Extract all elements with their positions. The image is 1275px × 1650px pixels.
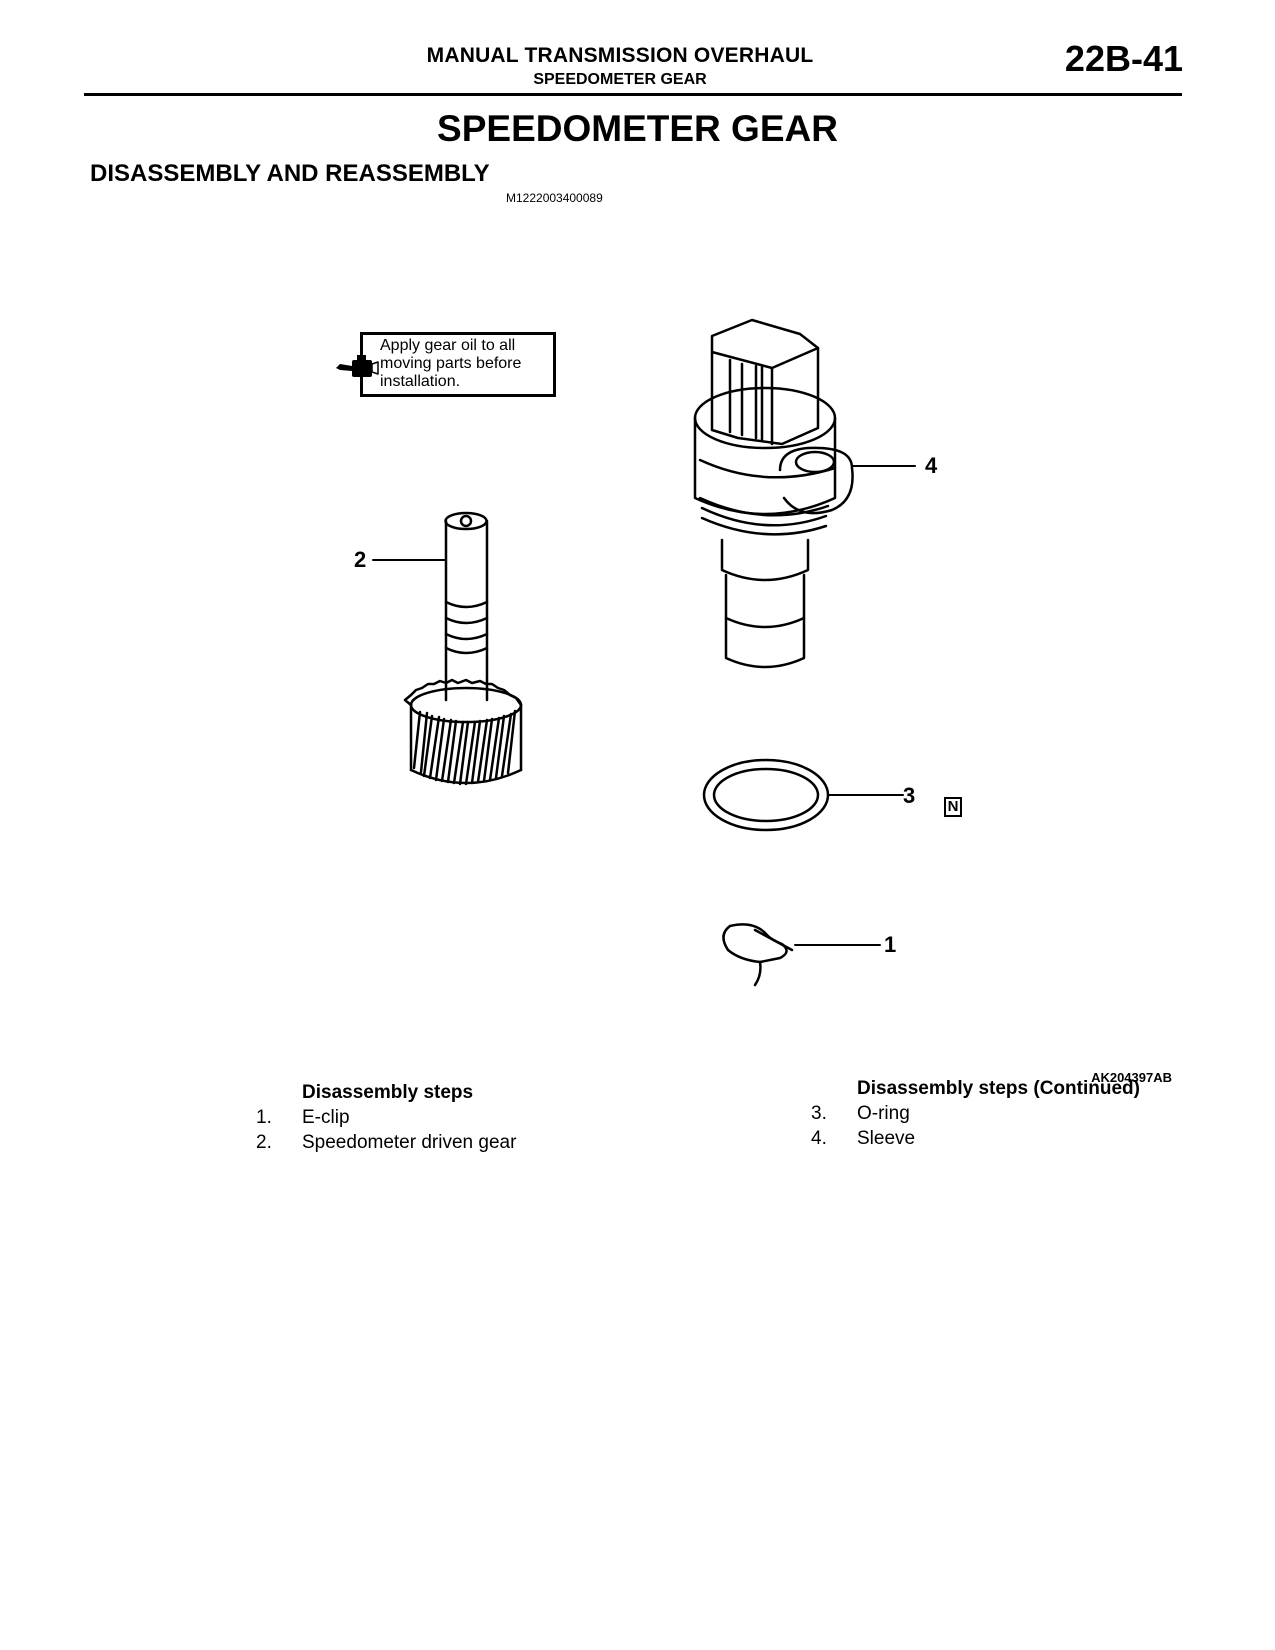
step-text: O-ring — [857, 1103, 910, 1124]
step-number: 1. — [256, 1107, 272, 1128]
part-label-3: 3 — [903, 783, 916, 808]
document-id: M1222003400089 — [506, 191, 603, 205]
step-text: E-clip — [302, 1107, 350, 1128]
header-subtitle: SPEEDOMETER GEAR — [533, 71, 707, 88]
steps-heading-right: Disassembly steps (Continued) — [857, 1078, 1140, 1099]
step-number: 4. — [811, 1128, 827, 1149]
sleeve-drawing — [695, 320, 915, 667]
part-label-4: 4 — [925, 453, 938, 478]
header-title: MANUAL TRANSMISSION OVERHAUL — [426, 44, 814, 67]
o-ring-drawing — [704, 760, 903, 830]
section-heading: DISASSEMBLY AND REASSEMBLY — [90, 160, 490, 187]
step-text: Speedometer driven gear — [302, 1132, 517, 1153]
part-label-1: 1 — [884, 932, 897, 957]
speedometer-driven-gear-drawing — [373, 513, 521, 784]
part-label-2: 2 — [354, 547, 367, 572]
step-number: 2. — [256, 1132, 272, 1153]
callout-text: Apply gear oil to all moving parts before installation. — [380, 337, 522, 390]
step-number: 3. — [811, 1103, 827, 1124]
page-title: SPEEDOMETER GEAR — [437, 108, 838, 149]
step-text: Sleeve — [857, 1128, 916, 1149]
steps-heading-left: Disassembly steps — [302, 1082, 474, 1103]
page-number: 22B-41 — [1064, 38, 1183, 79]
e-clip-drawing — [723, 924, 880, 985]
new-part-badge: N — [944, 797, 962, 817]
figure-code: AK204397AB — [1091, 1070, 1172, 1085]
